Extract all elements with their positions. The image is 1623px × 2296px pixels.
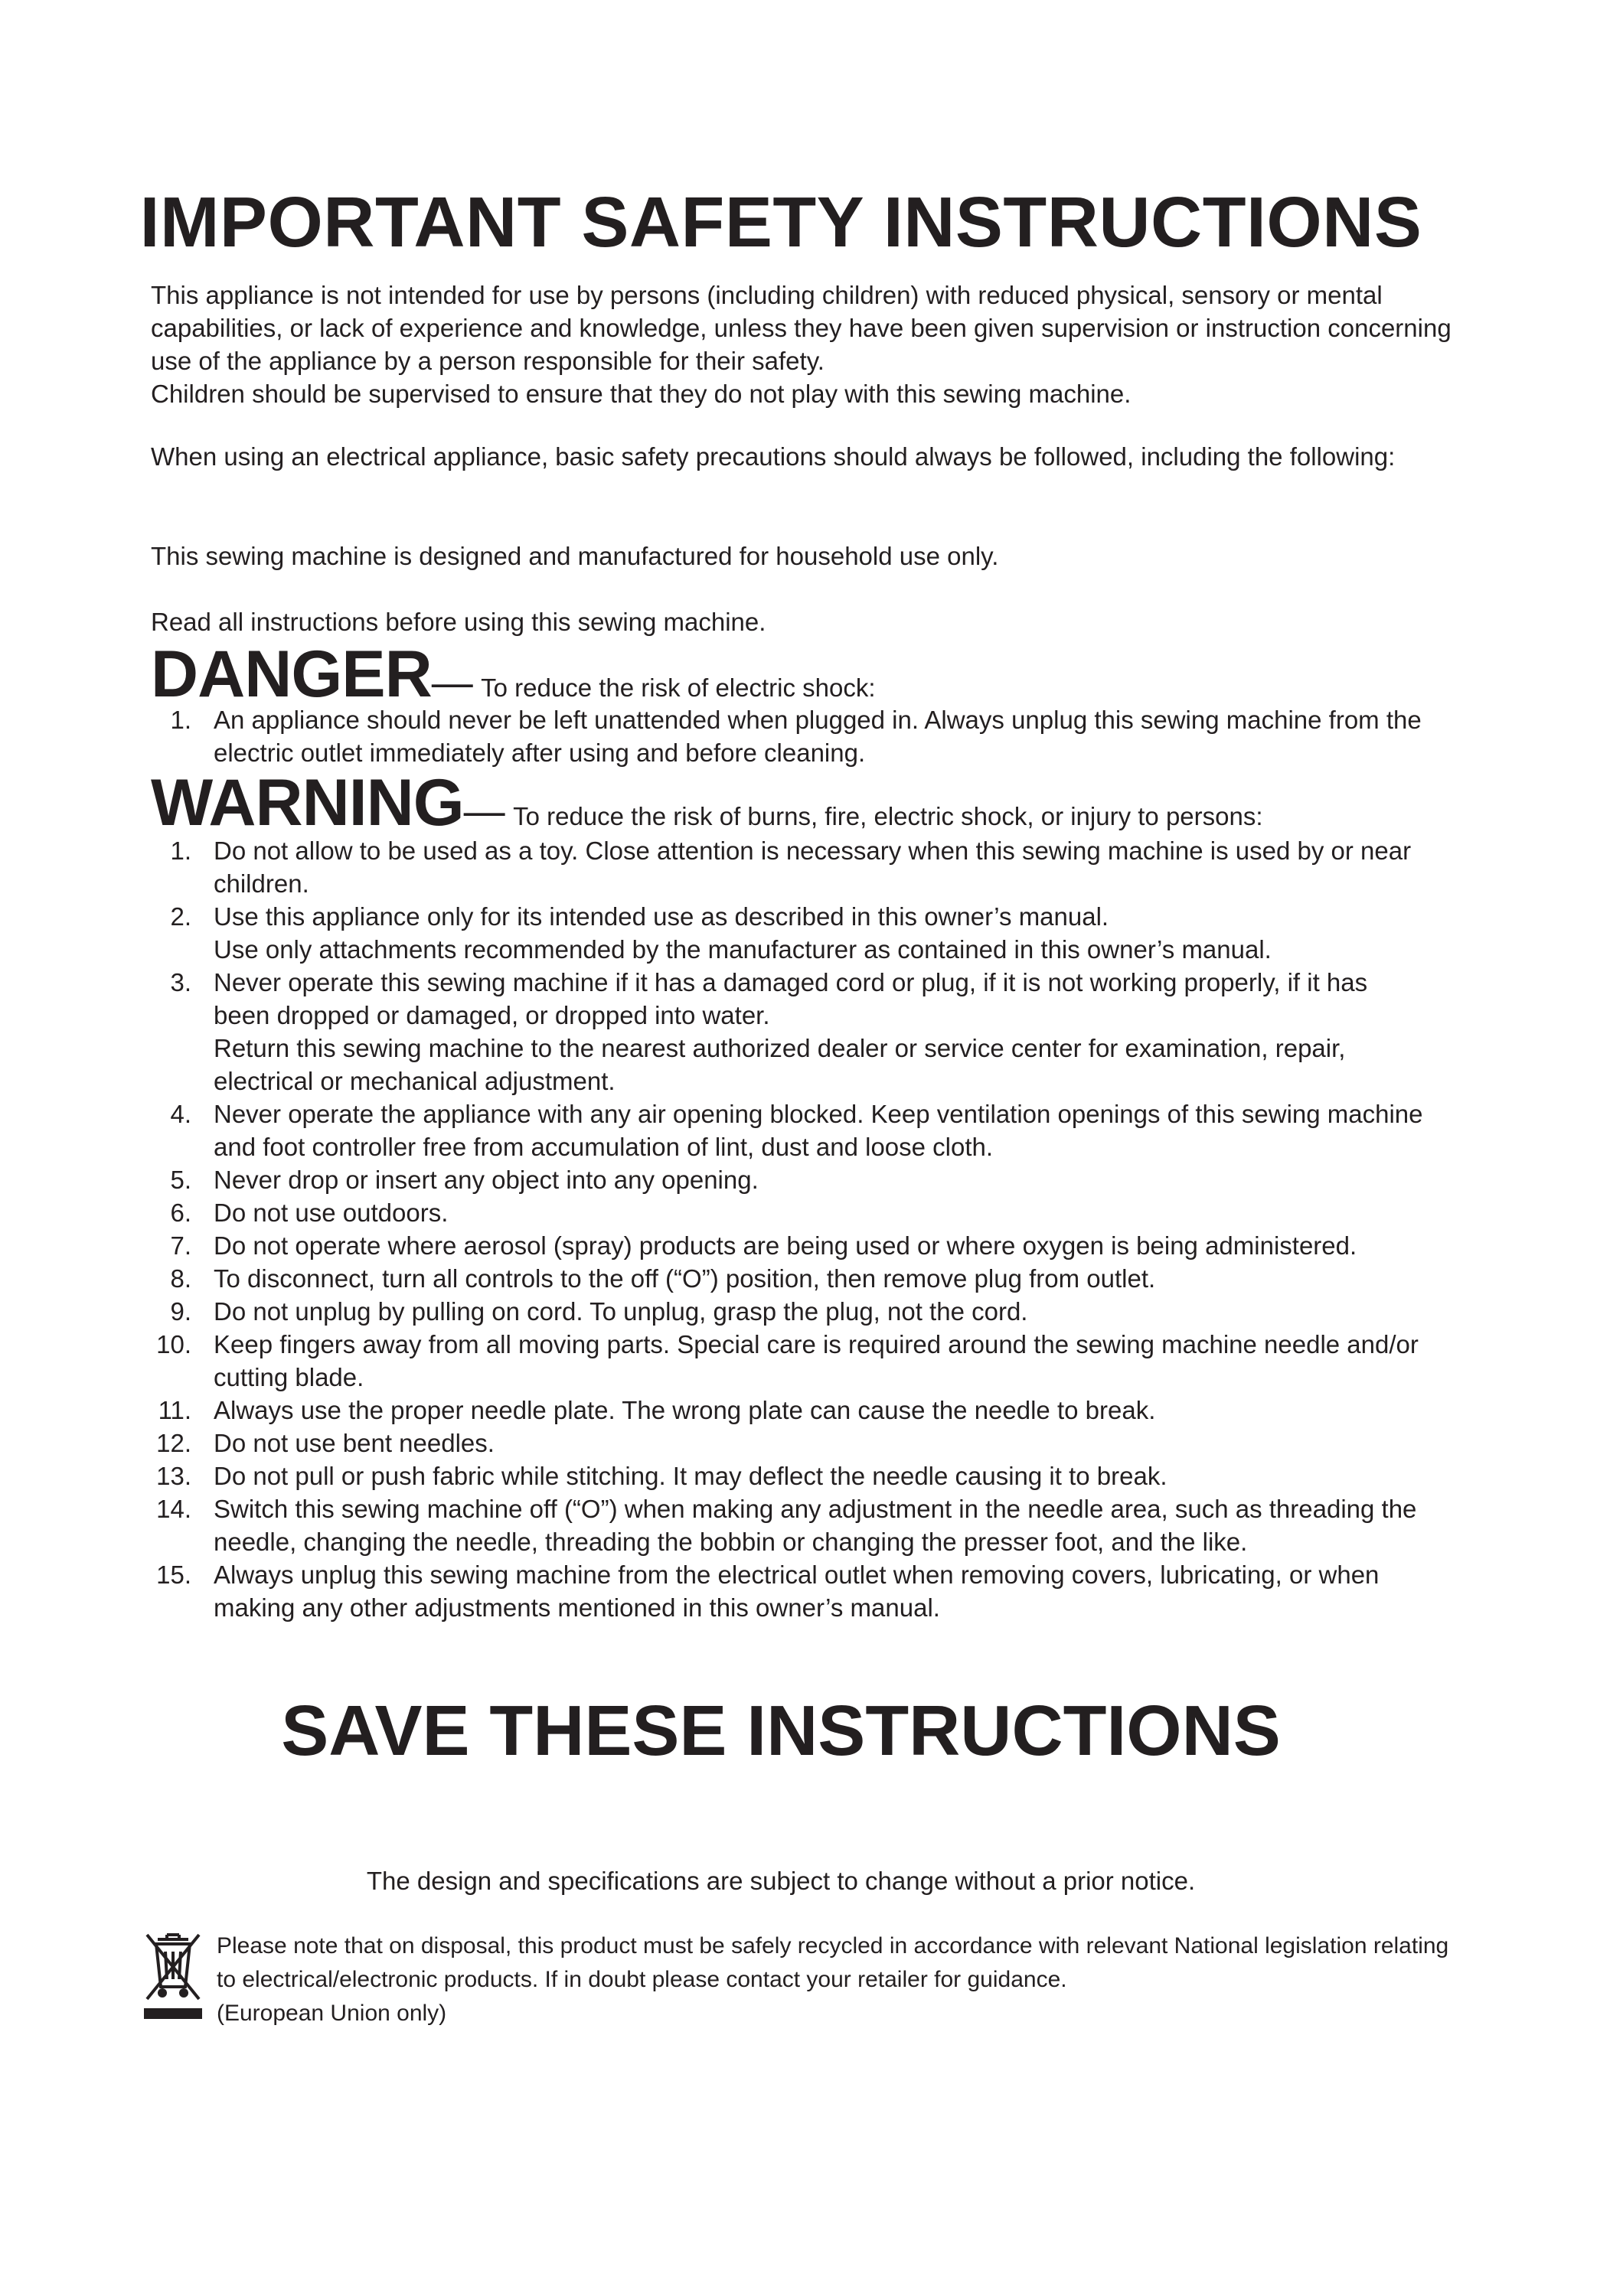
list-item (0, 1558, 1424, 1624)
intro-text: This appliance is not intended for use by persons (including children) with reduced physical, sensory or mental capabilities, or lack of experience and knowledge, unless they have been given supervision or instruction concerning use of the appliance by a person responsible for their safety. (151, 281, 1452, 375)
item-text: Use only attachments recommended by the manufacturer as contained in this owner’s manual. (214, 935, 1272, 964)
item-number: 1. (170, 837, 191, 865)
list-item (0, 1328, 1424, 1394)
disposal-eu-note: (European Union only) (217, 2001, 447, 2026)
item-number: 14. (156, 1495, 191, 1523)
crossed-out-wheelie-bin-icon (144, 1929, 202, 2020)
item-number: 12. (156, 1429, 191, 1457)
list-item (0, 1196, 1424, 1229)
page-title: IMPORTANT SAFETY INSTRUCTIONS (139, 182, 1422, 262)
list-item (0, 1427, 1424, 1459)
disposal-notice (217, 1929, 1472, 2030)
list-item (0, 1394, 1424, 1427)
item-number: 6. (170, 1199, 191, 1227)
list-item (0, 1262, 1424, 1295)
item-number: 8. (170, 1264, 191, 1293)
read-all-paragraph (151, 605, 1468, 638)
item-text: Always use the proper needle plate. The wrong plate can cause the needle to break. (214, 1396, 1156, 1424)
item-text: Keep fingers away from all moving parts. Special care is required around the sewing machine needle and/or cutting blade. (214, 1330, 1419, 1391)
warning-heading (151, 766, 1498, 840)
save-instructions-title: SAVE THESE INSTRUCTIONS (281, 1691, 1281, 1770)
precautions-text: When using an electrical appliance, basic safety precautions should always be followed, including the following: (151, 442, 1396, 471)
item-number: 13. (156, 1462, 191, 1490)
item-text: Use this appliance only for its intended use as described in this owner’s manual. (214, 902, 1109, 931)
warning-dash: — (463, 788, 505, 834)
item-text: Do not use bent needles. (214, 1429, 495, 1457)
item-number: 4. (170, 1100, 191, 1128)
danger-label: DANGER (151, 638, 432, 711)
item-text: Do not unplug by pulling on cord. To unplug, grasp the plug, not the cord. (214, 1297, 1028, 1326)
precautions-paragraph (151, 440, 1468, 473)
item-text: Do not use outdoors. (214, 1199, 449, 1227)
warning-label: WARNING (151, 766, 464, 840)
item-number: 11. (158, 1396, 191, 1424)
item-text: Always unplug this sewing machine from the electrical outlet when removing covers, lubricating, or when making any other adjustments mentioned in this owner’s manual. (214, 1561, 1380, 1622)
danger-subtitle: To reduce the risk of electric shock: (481, 673, 876, 702)
list-item (0, 703, 1424, 769)
list-item (0, 834, 1424, 900)
item-text: Return this sewing machine to the nearest authorized dealer or service center for examination, repair, electrical or mechanical adjustment. (214, 1034, 1346, 1095)
item-number: 7. (170, 1231, 191, 1260)
household-paragraph (151, 540, 1468, 572)
item-text: Switch this sewing machine off (“O”) when making any adjustment in the needle area, such as threading the needle, changing the needle, threading the bobbin or changing the presser foot, and the like. (214, 1495, 1417, 1556)
item-number: 9. (170, 1297, 191, 1326)
item-number: 2. (170, 902, 191, 931)
item-text: Do not operate where aerosol (spray) products are being used or where oxygen is being administered. (214, 1231, 1357, 1260)
danger-dash: — (431, 660, 473, 706)
intro-children-text: Children should be supervised to ensure that they do not play with this sewing machine. (151, 380, 1132, 408)
list-item (0, 966, 1424, 1097)
item-number: 5. (170, 1166, 191, 1194)
danger-list (0, 703, 1424, 769)
item-text: An appliance should never be left unattended when plugged in. Always unplug this sewing machine from the electric outlet immediately after using and before cleaning. (214, 706, 1422, 767)
item-number: 10. (156, 1330, 191, 1358)
item-text: Never operate this sewing machine if it has a damaged cord or plug, if it is not working properly, if it has been dropped or damaged, or dropped into water. (214, 968, 1368, 1029)
intro-paragraph (151, 279, 1468, 410)
list-item (0, 900, 1424, 966)
list-item (0, 1492, 1424, 1558)
read-all-text: Read all instructions before using this sewing machine. (151, 608, 766, 636)
list-item (0, 1459, 1424, 1492)
disposal-text: Please note that on disposal, this product must be safely recycled in accordance with relevant National legislation relating to electrical/electronic products. If in doubt please contact your retailer for guidance. (217, 1933, 1449, 1992)
list-item (0, 1097, 1424, 1163)
warning-subtitle: To reduce the risk of burns, fire, electric shock, or injury to persons: (513, 802, 1263, 830)
list-item (0, 1163, 1424, 1196)
item-text: Do not allow to be used as a toy. Close attention is necessary when this sewing machine is used by or near children. (214, 837, 1412, 898)
list-item (0, 1229, 1424, 1262)
specifications-notice: The design and specifications are subject to change without a prior notice. (366, 1867, 1196, 1895)
household-text: This sewing machine is designed and manufactured for household use only. (151, 542, 999, 570)
item-text: Do not pull or push fabric while stitching. It may deflect the needle causing it to break. (214, 1462, 1167, 1490)
item-number: 3. (170, 968, 191, 996)
item-number: 1. (170, 706, 191, 734)
item-number: 15. (156, 1561, 191, 1589)
item-text: Never operate the appliance with any air opening blocked. Keep ventilation openings of this sewing machine and foot controller free from accumulation of lint, dust and loose cloth. (214, 1100, 1423, 1161)
item-text: To disconnect, turn all controls to the off (“O”) position, then remove plug from outlet. (214, 1264, 1156, 1293)
item-text: Never drop or insert any object into any opening. (214, 1166, 759, 1194)
list-item (0, 1295, 1424, 1328)
danger-heading (151, 638, 1498, 711)
warning-list (0, 834, 1424, 1624)
